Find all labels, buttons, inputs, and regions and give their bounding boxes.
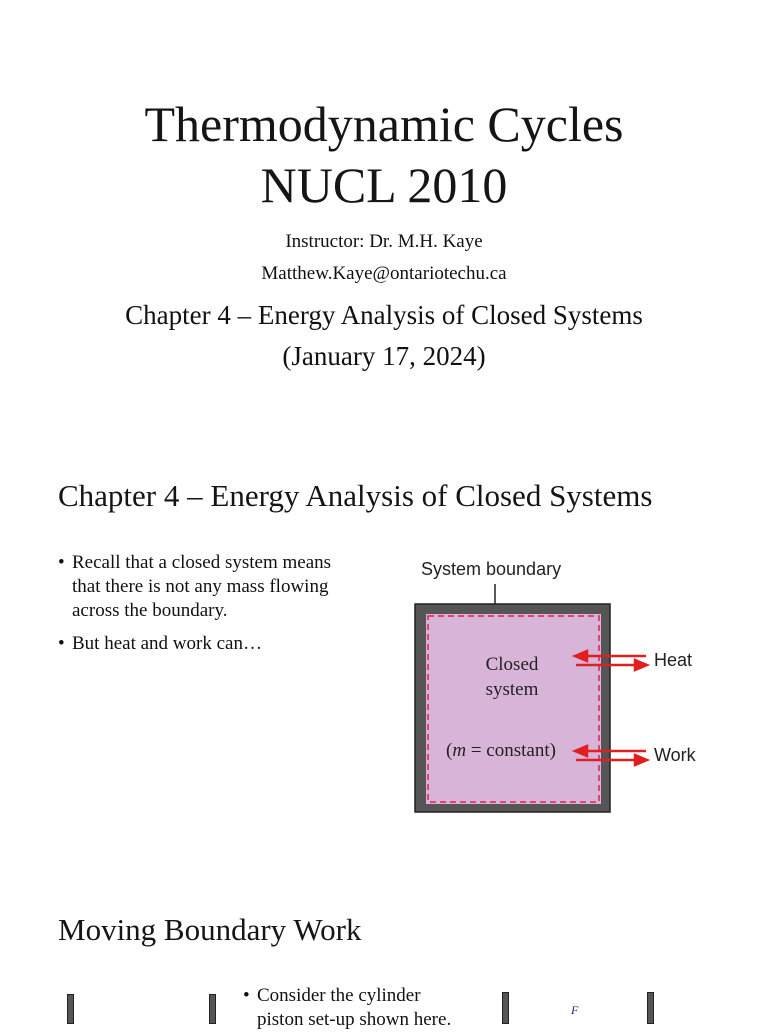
mass-open-paren: (	[446, 740, 453, 761]
closed-system-diagram	[400, 580, 720, 820]
bullet-dot: •	[243, 985, 250, 1006]
left-cylinder-wall	[209, 994, 216, 1024]
chapter-subtitle: Chapter 4 – Energy Analysis of Closed Systems	[125, 300, 643, 330]
title-line-1: Thermodynamic Cycles	[144, 96, 624, 152]
right-cylinder-wall	[502, 992, 509, 1024]
bullet-item	[243, 984, 493, 1032]
system-interior	[426, 614, 601, 804]
lecture-date: (January 17, 2024)	[282, 341, 486, 371]
bullet-dot: •	[58, 552, 65, 573]
force-label: F	[571, 1003, 579, 1017]
mass-constant-label	[446, 740, 556, 762]
bullet-text-line: that there is not any mass flowing	[72, 576, 329, 597]
left-cylinder-wall	[67, 994, 74, 1024]
bullet-text-line: Recall that a closed system means	[72, 552, 332, 573]
bullet-text-line: across the boundary.	[72, 600, 228, 621]
bullet-item	[58, 551, 378, 623]
bullet-dot: •	[58, 633, 65, 654]
bullet-text-line: Consider the cylinder	[257, 985, 421, 1006]
instructor-email: Matthew.Kaye@ontariotechu.ca	[261, 263, 507, 284]
instructor-text: Instructor: Dr. M.H. Kaye	[285, 231, 483, 252]
heat-label: Heat	[654, 650, 693, 670]
right-cylinder-wall	[647, 992, 654, 1024]
mass-variable: m	[452, 740, 467, 761]
system-boundary-label: System boundary	[421, 559, 562, 579]
title-line-2: NUCL 2010	[260, 157, 508, 213]
system-label: system	[485, 679, 539, 700]
closed-label: Closed	[485, 654, 539, 675]
bullet-text-line: piston set-up shown here.	[257, 1009, 452, 1030]
bullet-item	[58, 632, 378, 656]
slide-heading-chapter: Chapter 4 – Energy Analysis of Closed Systems	[58, 478, 653, 513]
mass-constant-text: = constant)	[466, 740, 556, 761]
slide-heading-moving-boundary: Moving Boundary Work	[58, 912, 362, 947]
bullet-text-line: But heat and work can…	[72, 633, 262, 654]
work-label: Work	[654, 745, 696, 765]
